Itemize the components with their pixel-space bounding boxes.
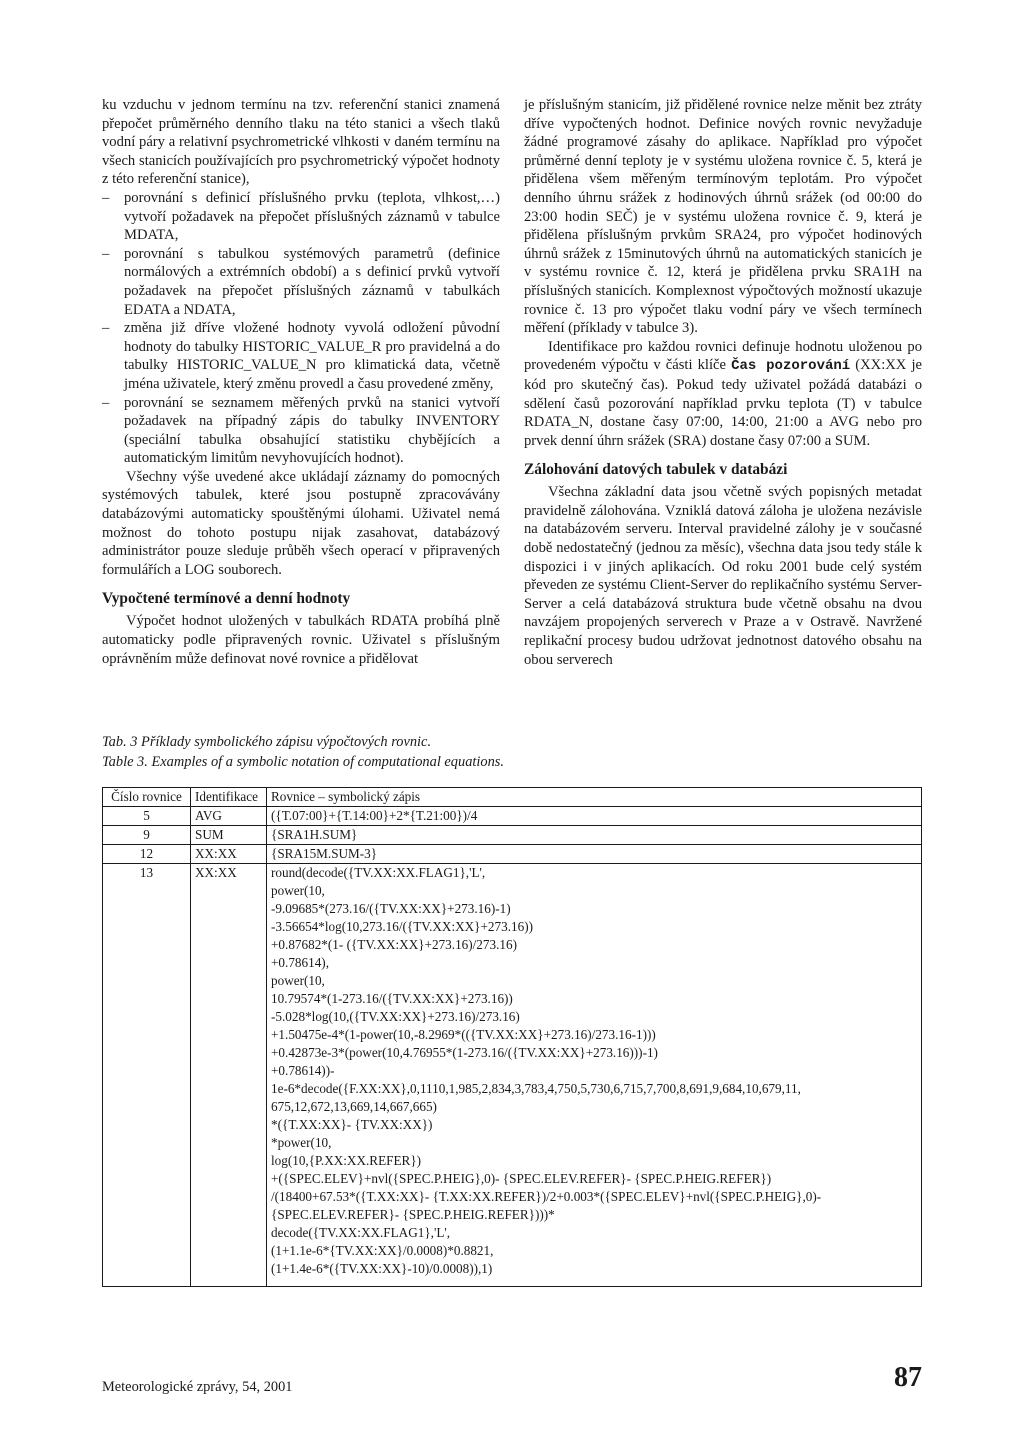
key-name-observation-time: Čas pozorování <box>731 358 851 375</box>
table-row <box>103 826 922 845</box>
right-paragraph-3: Všechna základní data jsou včetně svých popisných metadat pravidelně zálohována. Vzniklá datová záloha je uložena nezávisle na databázovém serveru. Interval pravidelné zálohy je v současné době nedostatečný (jednou za měsíc), všechna data jsou tedy stále k dispozici i v jiných aplikacích. Od roku 2001 bude celý systém převeden ze systému Client-Server do replikačního systému Server-Server a celá databázová struktura bude včetně obsahu na dvou navzájem propojených serverech v Praze a v Ostravě. Navržené replikační procesy budou udržovat jednotnost datového obsahu na obou serverech <box>524 484 922 668</box>
list-item: – porovnání s definicí příslušného prvku (teplota, vlhkost,…) vytvoří požadavek na přepočet příslušných záznamů v tabulce MDATA, <box>102 189 500 245</box>
cell-identification: XX:XX <box>191 845 267 864</box>
list-item: – porovnání se seznamem měřených prvků na stanici vytvoří požadavek na případný zápis do tabulky INVENTORY (speciální tabulka obsahující statistiku chybějících a automatickým limitům nevyhovujících hodnot). <box>102 394 500 468</box>
cell-equation-number: 12 <box>103 845 191 864</box>
paragraph-text-after: (XX:XX je kód pro skutečný čas). Pokud tedy uživatel požádá databázi o sdělení časů pozorování například prvku teplota (T) v tabulce RDATA_N, dostane časy 07:00, 14:00, 21:00 a AVG nebo pro prvek denní úhrn srážek (SRA) dostane časy 07:00 a SUM. <box>524 357 922 449</box>
equation-line: /(18400+67.53*({T.XX:XX}- {T.XX:XX.REFER})/2+0.003*({SPEC.ELEV}+nvl({SPEC.P.HEIG},0)- <box>271 1189 822 1204</box>
table-row <box>103 807 922 826</box>
equation-line: -3.56654*log(10,273.16/({TV.XX:XX}+273.16)) <box>271 919 533 934</box>
footer-journal: Meteorologické zprávy, 54, 2001 <box>102 1379 293 1395</box>
section-heading-backup: Zálohování datových tabulek v databázi <box>524 461 788 479</box>
header-identification: Identifikace <box>191 788 267 807</box>
paragraph-text-before: Identifikace pro každou rovnici definuje hodnotu uloženou po provedeném výpočtu v části klíče <box>524 338 922 374</box>
cell-identification: AVG <box>191 807 267 826</box>
left-paragraph-2: Všechny výše uvedené akce ukládají záznamy do pomocných systémových tabulek, které jsou postupně zpracovávány databázovými automaticky spouštěnými úlohami. Uživatel nemá možnost do tohoto postupu nijak zasahovat, databázový administrátor pouze sleduje průběh všech operací v připravených formulářích a LOG souborech. <box>102 468 500 578</box>
equation-line: 10.79574*(1-273.16/({TV.XX:XX}+273.16)) <box>271 991 513 1006</box>
table-body <box>103 807 922 1287</box>
table-header-row <box>103 788 922 807</box>
right-paragraph-2 <box>524 338 922 451</box>
equation-line: +1.50475e-4*(1-power(10,-8.2969*(({TV.XX:XX}+273.16)/273.16-1))) <box>271 1027 656 1042</box>
equation-line: {SRA15M.SUM-3} <box>271 846 378 861</box>
table-caption <box>102 732 922 772</box>
table-row <box>103 845 922 864</box>
equation-line: 1e-6*decode({F.XX:XX},0,1110,1,985,2,834,3,783,4,750,5,730,6,715,7,700,8,691,9,684,10,679,11, <box>271 1081 801 1096</box>
equation-line: {SPEC.ELEV.REFER}- {SPEC.P.HEIG.REFER})))* <box>271 1207 555 1222</box>
right-paragraph-1: je příslušným stanicím, již přidělené rovnice nelze měnit bez ztráty dříve vypočtených hodnot. Definice nových rovnic nevyžaduje žádné programové zásahy do aplikace. Například pro výpočet průměrné denní teploty je v systému uložena rovnice č. 5, která je přidělena všem měřeným termínovým teplotám. Pro výpočet denního úhrnu srážek z hodinových úhrnů srážek (od 00:00 do 23:00 hodin SEČ) je v systému uložena rovnice č. 9, která je přidělena příslušným prvkům SRA24, pro výpočet hodinových úhrnů srážek z 15minutových úhrnů na automatických stanicích je v systému rovnice č. 12, která je přidělena prvku SRA1H na příslušných stanicích. Komplexnost výpočtových možností ukazuje rovnice č. 13 pro výpočet tlaku vodní páry ve všech termínech měření (příklady v tabulce 3). <box>524 97 922 337</box>
equation-line: round(decode({TV.XX:XX.FLAG1},'L', <box>271 865 486 880</box>
bullet-list <box>102 189 500 468</box>
equation-line: {SRA1H.SUM} <box>271 827 358 842</box>
equation-line: ({T.07:00}+{T.14:00}+2*{T.21:00})/4 <box>271 808 478 823</box>
equation-line: +({SPEC.ELEV}+nvl({SPEC.P.HEIG},0)- {SPEC.ELEV.REFER}- {SPEC.P.HEIG.REFER}) <box>271 1171 772 1186</box>
equation-line: *power(10, <box>271 1135 332 1150</box>
cell-identification: XX:XX <box>191 864 267 1287</box>
cell-equation-number: 9 <box>103 826 191 845</box>
header-equation-number: Číslo rovnice <box>103 788 191 807</box>
table-row <box>103 864 922 1287</box>
left-column <box>102 96 500 668</box>
equation-line: power(10, <box>271 973 325 988</box>
equation-line: 675,12,672,13,669,14,667,665) <box>271 1099 437 1114</box>
equation-line: -9.09685*(273.16/({TV.XX:XX}+273.16)-1) <box>271 901 511 916</box>
equation-line: +0.78614))- <box>271 1063 335 1078</box>
equation-line: +0.42873e-3*(power(10,4.76955*(1-273.16/({TV.XX:XX}+273.16)))-1) <box>271 1045 658 1060</box>
left-paragraph-3: Výpočet hodnot uložených v tabulkách RDATA probíhá plně automaticky podle připravených rovnic. Uživatel s příslušným oprávněním může definovat nové rovnice a přidělovat <box>102 613 500 667</box>
cell-equation <box>267 845 922 864</box>
equation-line: log(10,{P.XX:XX.REFER}) <box>271 1153 422 1168</box>
section-heading-computed-values: Vypočtené termínové a denní hodnoty <box>102 590 351 608</box>
cell-equation-number: 5 <box>103 807 191 826</box>
cell-identification: SUM <box>191 826 267 845</box>
equation-line: -5.028*log(10,({TV.XX:XX}+273.16)/273.16) <box>271 1009 520 1024</box>
cell-equation <box>267 864 922 1287</box>
caption-czech: Tab. 3 Příklady symbolického zápisu výpočtových rovnic. <box>102 734 432 750</box>
equation-line: +0.78614), <box>271 955 329 970</box>
page-number: 87 <box>894 1362 922 1393</box>
cell-equation-number: 13 <box>103 864 191 1287</box>
equation-line: (1+1.4e-6*({TV.XX:XX}-10)/0.0008)),1) <box>271 1261 493 1276</box>
list-item: – porovnání s tabulkou systémových parametrů (definice normálových a extrémních období) a s definicí prvků vytvoří požadavek na přepočet příslušných záznamů v tabulkách EDATA a NDATA, <box>102 245 500 319</box>
caption-english: Table 3. Examples of a symbolic notation of computational equations. <box>102 754 504 770</box>
equation-line: (1+1.1e-6*{TV.XX:XX}/0.0008)*0.8821, <box>271 1243 494 1258</box>
equation-line: decode({TV.XX:XX.FLAG1},'L', <box>271 1225 451 1240</box>
equations-table <box>102 787 922 1287</box>
header-symbolic-notation: Rovnice – symbolický zápis <box>267 788 922 807</box>
list-item: – změna již dříve vložené hodnoty vyvolá odložení původní hodnoty do tabulky HISTORIC_VALUE_R pro pravidelná a do tabulky HISTORIC_VALUE_N pro klimatická data, včetně jména uživatele, který změnu provedl a času provedené změny, <box>102 319 500 393</box>
right-column <box>524 96 922 669</box>
left-paragraph-1: ku vzduchu v jednom termínu na tzv. referenční stanici znamená přepočet průměrného denního tlaku na této stanici a všech tlaků vodní páry a relativní psychrometrické vlhkosti v daném termínu na všech stanicích používajících pro psychrometrický výpočet hodnoty z této referenční stanice), <box>102 97 500 188</box>
equation-line: power(10, <box>271 883 325 898</box>
equation-line: +0.87682*(1- ({TV.XX:XX}+273.16)/273.16) <box>271 937 517 952</box>
cell-equation <box>267 826 922 845</box>
equation-line: *({T.XX:XX}- {TV.XX:XX}) <box>271 1117 433 1132</box>
cell-equation <box>267 807 922 826</box>
